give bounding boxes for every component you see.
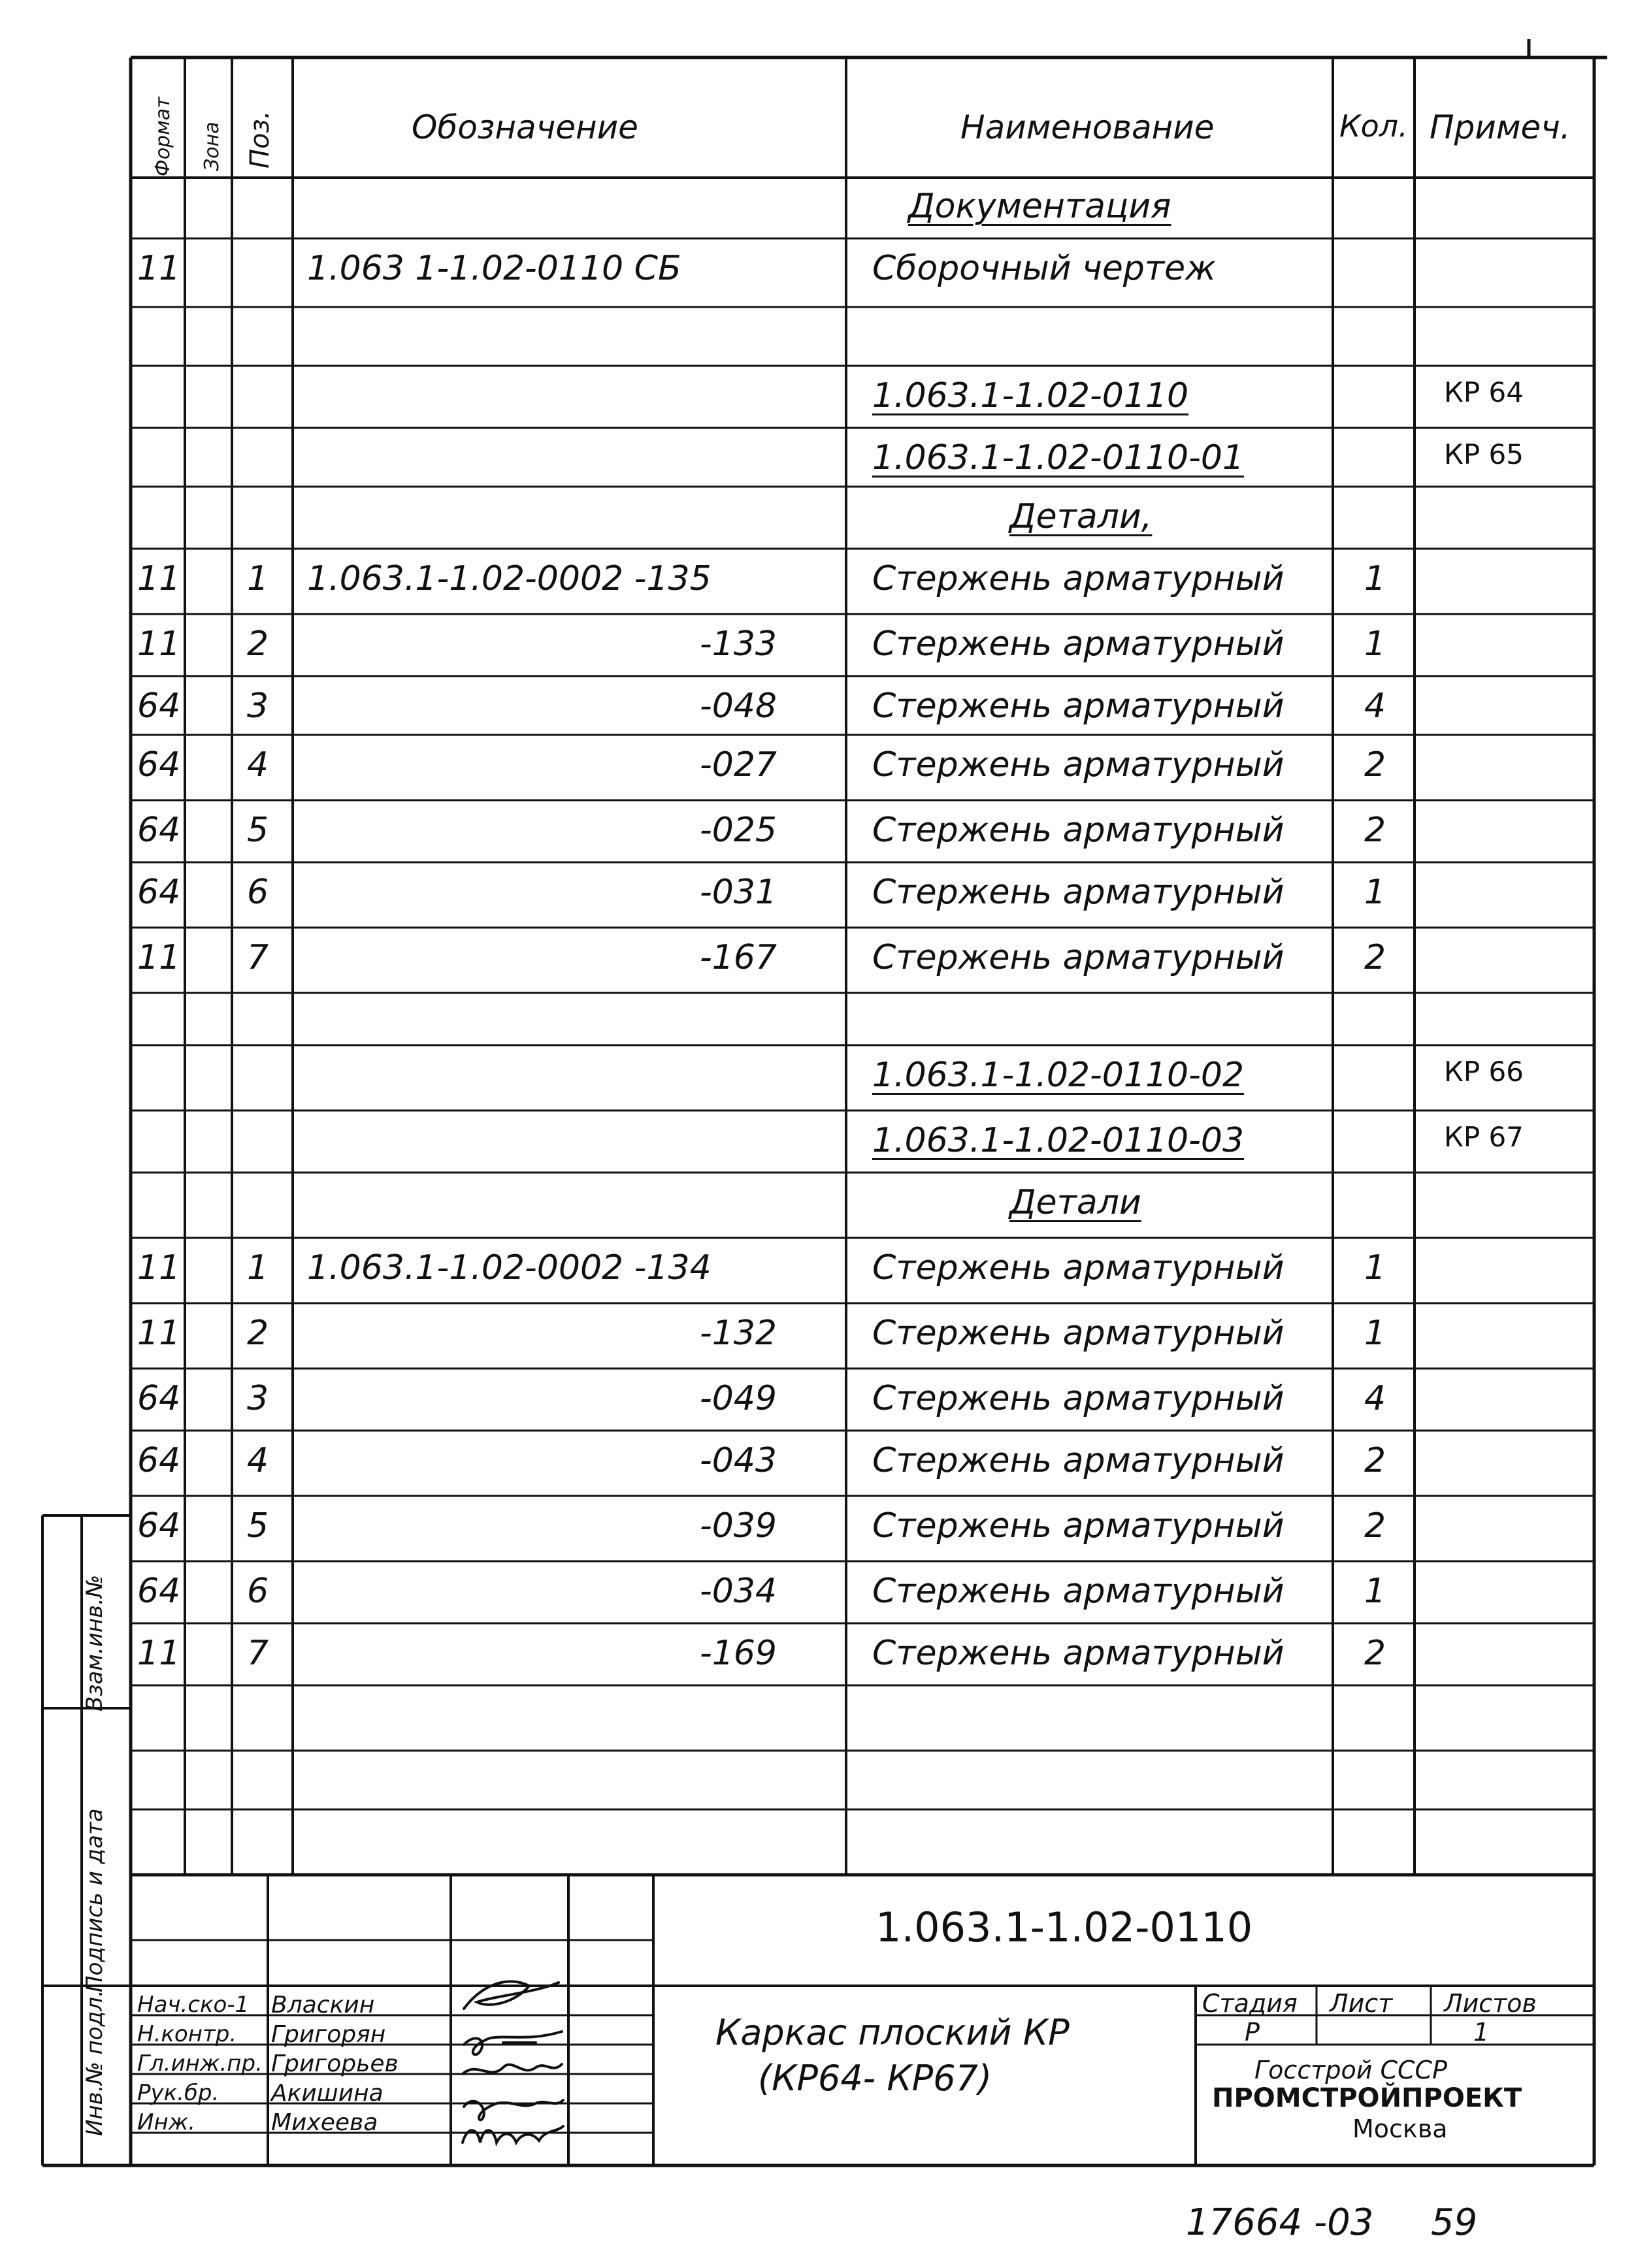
signature-vlaskin	[464, 1981, 559, 2009]
row-designation: -043	[699, 1441, 777, 1480]
row-pos: 2	[247, 624, 269, 664]
staff-role: Гл.инж.пр.	[137, 2050, 263, 2077]
stage-label: Стадия	[1202, 1989, 1298, 2018]
footer-inventory: 17664 -03	[1186, 2201, 1374, 2244]
staff-name: Михеева	[271, 2109, 378, 2136]
signatures	[451, 1969, 575, 2159]
row-format: 11	[137, 1634, 181, 1673]
header-pos: Поз.	[245, 110, 275, 169]
row-format: 11	[137, 559, 181, 598]
row-pos: 6	[247, 1572, 269, 1611]
row-qty: 1	[1364, 1572, 1386, 1611]
staff-name: Григорян	[271, 2021, 386, 2048]
row-qty: 2	[1364, 1506, 1386, 1546]
header-format: Формат	[152, 97, 174, 176]
row-format: 64	[137, 1572, 181, 1611]
row-name: Стержень арматурный	[872, 811, 1284, 850]
row-designation: -132	[699, 1314, 777, 1353]
row-qty: 1	[1364, 873, 1386, 912]
signature-akishina	[464, 2100, 563, 2120]
org-line-3: Москва	[1352, 2114, 1448, 2143]
row-designation: -169	[699, 1634, 777, 1673]
row-designation: -027	[699, 745, 777, 785]
row-name: Стержень арматурный	[872, 1314, 1284, 1353]
row-name: Стержень арматурный	[872, 1634, 1284, 1673]
side-label-podpis-data: Подпись и дата	[82, 1808, 108, 1992]
signature-grigoriev	[463, 2064, 562, 2074]
row-designation: -039	[699, 1506, 777, 1546]
footer-page: 59	[1431, 2201, 1478, 2244]
row-designation: -167	[699, 938, 777, 977]
row-qty: 1	[1364, 1314, 1386, 1353]
org-line-1: Госстрой СССР	[1254, 2056, 1448, 2084]
row-pos: 1	[247, 559, 269, 598]
side-label-vzam-inv: Взам.инв.№	[82, 1574, 108, 1711]
row-note: КР 64	[1444, 376, 1524, 408]
row-name: Детали	[1009, 1183, 1141, 1222]
row-pos: 4	[247, 745, 269, 785]
row-qty: 1	[1364, 624, 1386, 664]
row-qty: 2	[1364, 1634, 1386, 1673]
row-pos: 6	[247, 873, 269, 912]
row-designation: 1.063.1-1.02-0002 -134	[307, 1248, 712, 1288]
sheet-label: Лист	[1330, 1989, 1393, 2018]
row-format: 64	[137, 811, 181, 850]
row-designation: -049	[699, 1379, 777, 1418]
row-name: Стержень арматурный	[872, 559, 1284, 598]
sheets-value: 1	[1473, 2018, 1490, 2047]
row-format: 64	[137, 1379, 181, 1418]
row-name: Стержень арматурный	[872, 1248, 1284, 1288]
row-pos: 5	[247, 1506, 269, 1546]
row-designation: -034	[699, 1572, 777, 1611]
row-format: 11	[137, 249, 181, 288]
row-format: 11	[137, 1248, 181, 1288]
row-qty: 2	[1364, 1441, 1386, 1480]
signature-mikheeva	[463, 2126, 563, 2143]
row-name: Сборочный чертеж	[872, 249, 1216, 288]
stage-value: Р	[1245, 2018, 1260, 2047]
document-code: 1.063.1-1.02-0110	[875, 1904, 1253, 1951]
row-name: Детали,	[1009, 497, 1153, 536]
row-format: 11	[137, 938, 181, 977]
staff-role: Н.контр.	[137, 2021, 237, 2047]
header-note: Примеч.	[1430, 108, 1571, 146]
staff-role: Нач.ско-1	[137, 1992, 250, 2018]
row-pos: 2	[247, 1314, 269, 1353]
row-note: КР 67	[1444, 1121, 1524, 1153]
row-qty: 2	[1364, 811, 1386, 850]
row-format: 64	[137, 1506, 181, 1546]
row-pos: 4	[247, 1441, 269, 1480]
row-pos: 7	[247, 1634, 269, 1673]
org-line-2: ПРОМСТРОЙПРОЕКТ	[1212, 2083, 1522, 2113]
row-format: 64	[137, 873, 181, 912]
row-name: Стержень арматурный	[872, 1572, 1284, 1611]
row-designation: -048	[699, 687, 777, 726]
row-qty: 1	[1364, 1248, 1386, 1288]
row-name: 1.063.1-1.02-0110-02	[872, 1056, 1245, 1095]
row-format: 64	[137, 1441, 181, 1480]
title-line-1: Каркас плоский КР	[715, 2012, 1070, 2053]
side-label-inv-podl: Инв.№ подл.	[82, 1990, 108, 2136]
row-name: Стержень арматурный	[872, 873, 1284, 912]
row-pos: 3	[247, 1379, 269, 1418]
row-designation: -031	[699, 873, 777, 912]
header-designation: Обозначение	[412, 108, 638, 146]
signature-grigoryan	[464, 2032, 562, 2054]
row-format: 11	[137, 624, 181, 664]
row-pos: 7	[247, 938, 269, 977]
staff-name: Власкин	[271, 1992, 375, 2018]
row-name: Документация	[908, 187, 1171, 226]
row-name: Стержень арматурный	[872, 1379, 1284, 1418]
row-name: Стержень арматурный	[872, 687, 1284, 726]
row-qty: 1	[1364, 559, 1386, 598]
staff-name: Акишина	[271, 2080, 384, 2107]
row-designation: -133	[699, 624, 777, 664]
row-format: 64	[137, 687, 181, 726]
row-name: 1.063.1-1.02-0110	[872, 376, 1189, 415]
row-designation: 1.063 1-1.02-0110 СБ	[307, 249, 681, 288]
row-name: Стержень арматурный	[872, 1441, 1284, 1480]
row-name: 1.063.1-1.02-0110-01	[872, 438, 1245, 478]
staff-role: Рук.бр.	[137, 2080, 220, 2106]
sheets-label: Листов	[1444, 1989, 1537, 2018]
header-name: Наименование	[960, 108, 1215, 146]
title-line-2: (КР64- КР67)	[758, 2058, 992, 2099]
row-name: Стержень арматурный	[872, 624, 1284, 664]
row-qty: 4	[1364, 687, 1386, 726]
row-note: КР 65	[1444, 438, 1524, 470]
row-pos: 1	[247, 1248, 269, 1288]
staff-role: Инж.	[137, 2109, 196, 2135]
row-pos: 3	[247, 687, 269, 726]
staff-name: Григорьев	[271, 2050, 399, 2077]
row-designation: 1.063.1-1.02-0002 -135	[307, 559, 712, 598]
row-name: 1.063.1-1.02-0110-03	[872, 1121, 1245, 1160]
row-name: Стержень арматурный	[872, 938, 1284, 977]
row-format: 11	[137, 1314, 181, 1353]
row-qty: 4	[1364, 1379, 1386, 1418]
row-name: Стержень арматурный	[872, 1506, 1284, 1546]
row-designation: -025	[699, 811, 777, 850]
row-qty: 2	[1364, 745, 1386, 785]
row-format: 64	[137, 745, 181, 785]
row-qty: 2	[1364, 938, 1386, 977]
header-zone: Зона	[201, 122, 223, 171]
header-qty: Кол.	[1339, 108, 1408, 144]
row-note: КР 66	[1444, 1056, 1524, 1088]
row-pos: 5	[247, 811, 269, 850]
row-name: Стержень арматурный	[872, 745, 1284, 785]
